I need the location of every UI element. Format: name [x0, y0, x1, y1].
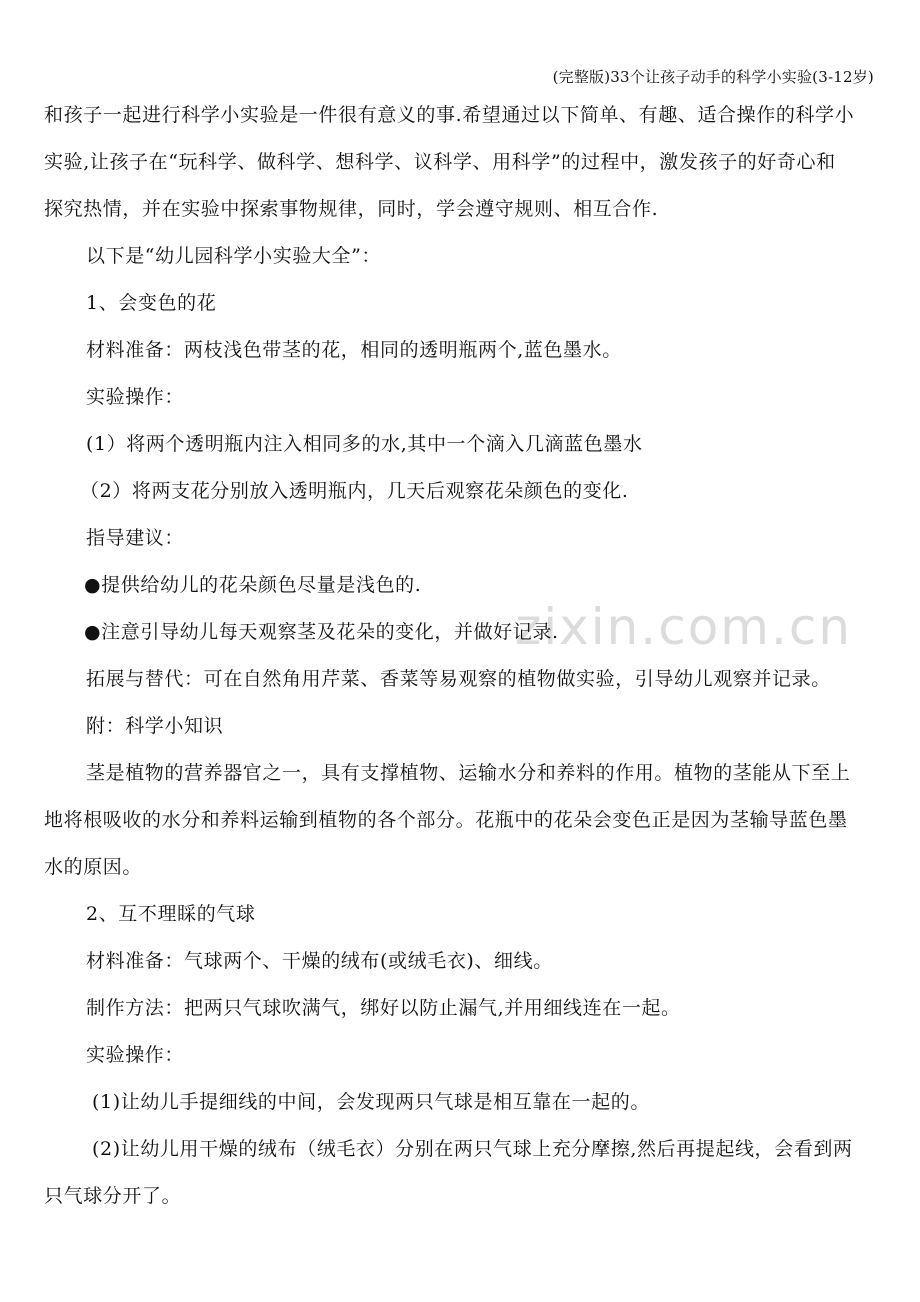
exp2-op2-line: 只气球分开了。: [44, 1185, 182, 1207]
lead-text: 以下是“幼儿园科学小实验大全”：: [86, 245, 382, 267]
watermark: zixin.com.cn: [515, 598, 853, 656]
exp1-materials: 材料准备：两枝浅色带茎的花，相同的透明瓶两个,蓝色墨水。: [86, 339, 622, 361]
exp2-ops-label: 实验操作：: [86, 1044, 185, 1066]
exp1-guide-label: 指导建议：: [86, 527, 185, 549]
intro-line: 实验,让孩子在“玩科学、做科学、想科学、议科学、用科学”的过程中，激发孩子的好奇心和: [44, 151, 836, 173]
exp1-title: 1、会变色的花: [86, 292, 217, 314]
exp1-knowledge-line: 地将根吸收的水分和养料运输到植物的各个部分。花瓶中的花朵会变色正是因为茎输导蓝色墨: [44, 809, 848, 831]
exp1-knowledge-line: 水的原因。: [44, 856, 143, 878]
exp1-extend: 拓展与替代：可在自然角用芹菜、香菜等易观察的植物做实验，引导幼儿观察并记录。: [86, 668, 831, 690]
exp1-knowledge-line: 茎是植物的营养器官之一，具有支撑植物、运输水分和养料的作用。植物的茎能从下至上: [86, 762, 851, 784]
page-header: (完整版)33个让孩子动手的科学小实验(3-12岁): [552, 68, 874, 86]
exp1-op1: (1）将两个透明瓶内注入相同多的水,其中一个滴入几滴蓝色墨水: [86, 433, 643, 455]
exp2-materials: 材料准备：气球两个、干燥的绒布(或绒毛衣)、细线。: [86, 950, 553, 972]
intro-line: 和孩子一起进行科学小实验是一件很有意义的事.希望通过以下简单、有趣、适合操作的科学小: [44, 104, 855, 126]
exp2-op1: (1)让幼儿手提细线的中间，会发现两只气球是相互靠在一起的。: [92, 1091, 650, 1113]
exp2-title: 2、互不理睬的气球: [86, 903, 256, 925]
exp1-appendix: 附：科学小知识: [86, 715, 224, 737]
exp1-op2: （2）将两支花分别放入透明瓶内，几天后观察花朵颜色的变化.: [80, 480, 629, 502]
exp1-tip2: ●注意引导幼儿每天观察茎及花朵的变化，并做好记录.: [84, 621, 559, 643]
exp2-op2-line: (2)让幼儿用干燥的绒布（绒毛衣）分别在两只气球上充分摩擦,然后再提起线，会看到两: [92, 1138, 853, 1160]
intro-line: 探究热情，并在实验中探索事物规律，同时，学会遵守规则、相互合作.: [44, 198, 659, 220]
exp1-tip1: ●提供给幼儿的花朵颜色尽量是浅色的.: [84, 574, 422, 596]
exp2-method: 制作方法：把两只气球吹满气，绑好以防止漏气,并用细线连在一起。: [86, 997, 681, 1019]
exp1-ops-label: 实验操作：: [86, 386, 185, 408]
